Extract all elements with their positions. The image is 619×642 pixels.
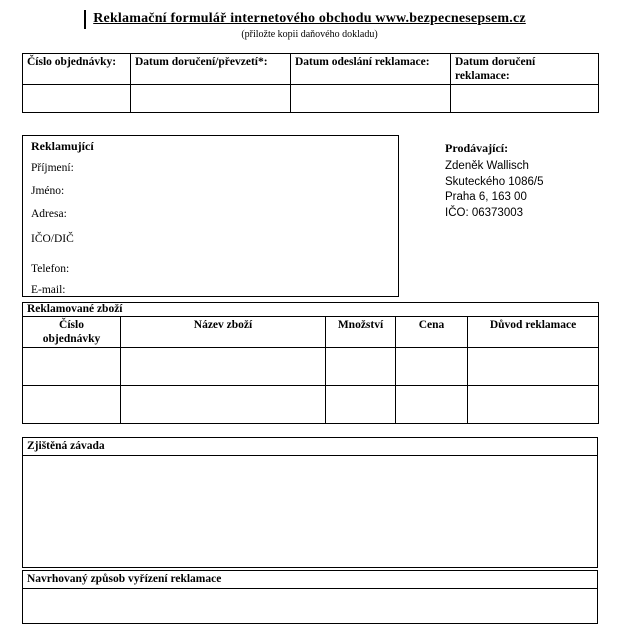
address-field[interactable] [67, 207, 390, 222]
order-number-header: Číslo objednávky: [23, 54, 131, 85]
goods-order-number-header: Číslo objednávky [23, 317, 121, 348]
phone-label: Telefon: [31, 263, 70, 275]
delivery-date-header: Datum doručení/převzetí*: [131, 54, 291, 85]
resolution-table [22, 570, 598, 624]
claimant-section [22, 135, 399, 297]
first-name-field[interactable] [64, 184, 390, 199]
seller-city: Praha 6, 163 00 [445, 191, 527, 203]
claim-received-date-header: Datum doručení reklamace: [451, 54, 599, 85]
goods-claim-reason-field[interactable] [468, 348, 599, 386]
table-row [23, 386, 599, 424]
defect-section-title: Zjištěná závada [23, 438, 598, 456]
defect-description-field[interactable] [23, 456, 598, 568]
goods-claim-reason-header: Důvod reklamace [468, 317, 599, 348]
goods-price-header: Cena [396, 317, 468, 348]
email-field[interactable] [66, 283, 391, 298]
claim-sent-date-field[interactable] [291, 85, 451, 113]
page-subtitle: (přiložte kopii daňového dokladu) [241, 29, 378, 40]
seller-company-id: IČO: 06373003 [445, 206, 524, 219]
address-label: Adresa: [31, 208, 67, 220]
resolution-section-title: Navrhovaný způsob vyřízení reklamace [23, 571, 598, 589]
goods-price-field[interactable] [396, 386, 468, 424]
claim-sent-date-header: Datum odeslání reklamace: [291, 54, 451, 85]
defect-table [22, 437, 598, 568]
seller-street: Skuteckého 1086/5 [445, 175, 544, 188]
resolution-field[interactable] [23, 589, 598, 624]
seller-section [445, 141, 543, 221]
order-info-table [22, 53, 599, 113]
surname-label: Příjmení: [31, 162, 74, 174]
company-id-field[interactable] [74, 232, 390, 247]
page-title: Reklamační formulář internetového obchodu www.bezpecnesepsem.cz [93, 11, 526, 26]
goods-name-header: Název zboží [121, 317, 326, 348]
goods-order-number-field[interactable] [23, 348, 121, 386]
surname-field[interactable] [74, 161, 390, 176]
email-label: E-mail: [31, 284, 66, 296]
goods-name-field[interactable] [121, 348, 326, 386]
goods-order-number-field[interactable] [23, 386, 121, 424]
delivery-date-field[interactable] [131, 85, 291, 113]
phone-field[interactable] [69, 262, 390, 277]
goods-price-field[interactable] [396, 348, 468, 386]
company-id-label: IČO/DIČ [31, 233, 74, 245]
claim-received-date-field[interactable] [451, 85, 599, 113]
goods-quantity-header: Množství [326, 317, 396, 348]
table-row [23, 348, 599, 386]
goods-quantity-field[interactable] [326, 386, 396, 424]
claimed-goods-title: Reklamované zboží [23, 303, 599, 317]
first-name-label: Jméno: [31, 185, 65, 197]
claimed-goods-table [22, 302, 599, 424]
goods-claim-reason-field[interactable] [468, 386, 599, 424]
goods-name-field[interactable] [121, 386, 326, 424]
claimant-section-title: Reklamující [31, 139, 94, 153]
seller-section-title: Prodávající: [445, 141, 509, 155]
order-number-field[interactable] [23, 85, 131, 113]
seller-name: Zdeněk Wallisch [445, 160, 529, 172]
goods-quantity-field[interactable] [326, 348, 396, 386]
